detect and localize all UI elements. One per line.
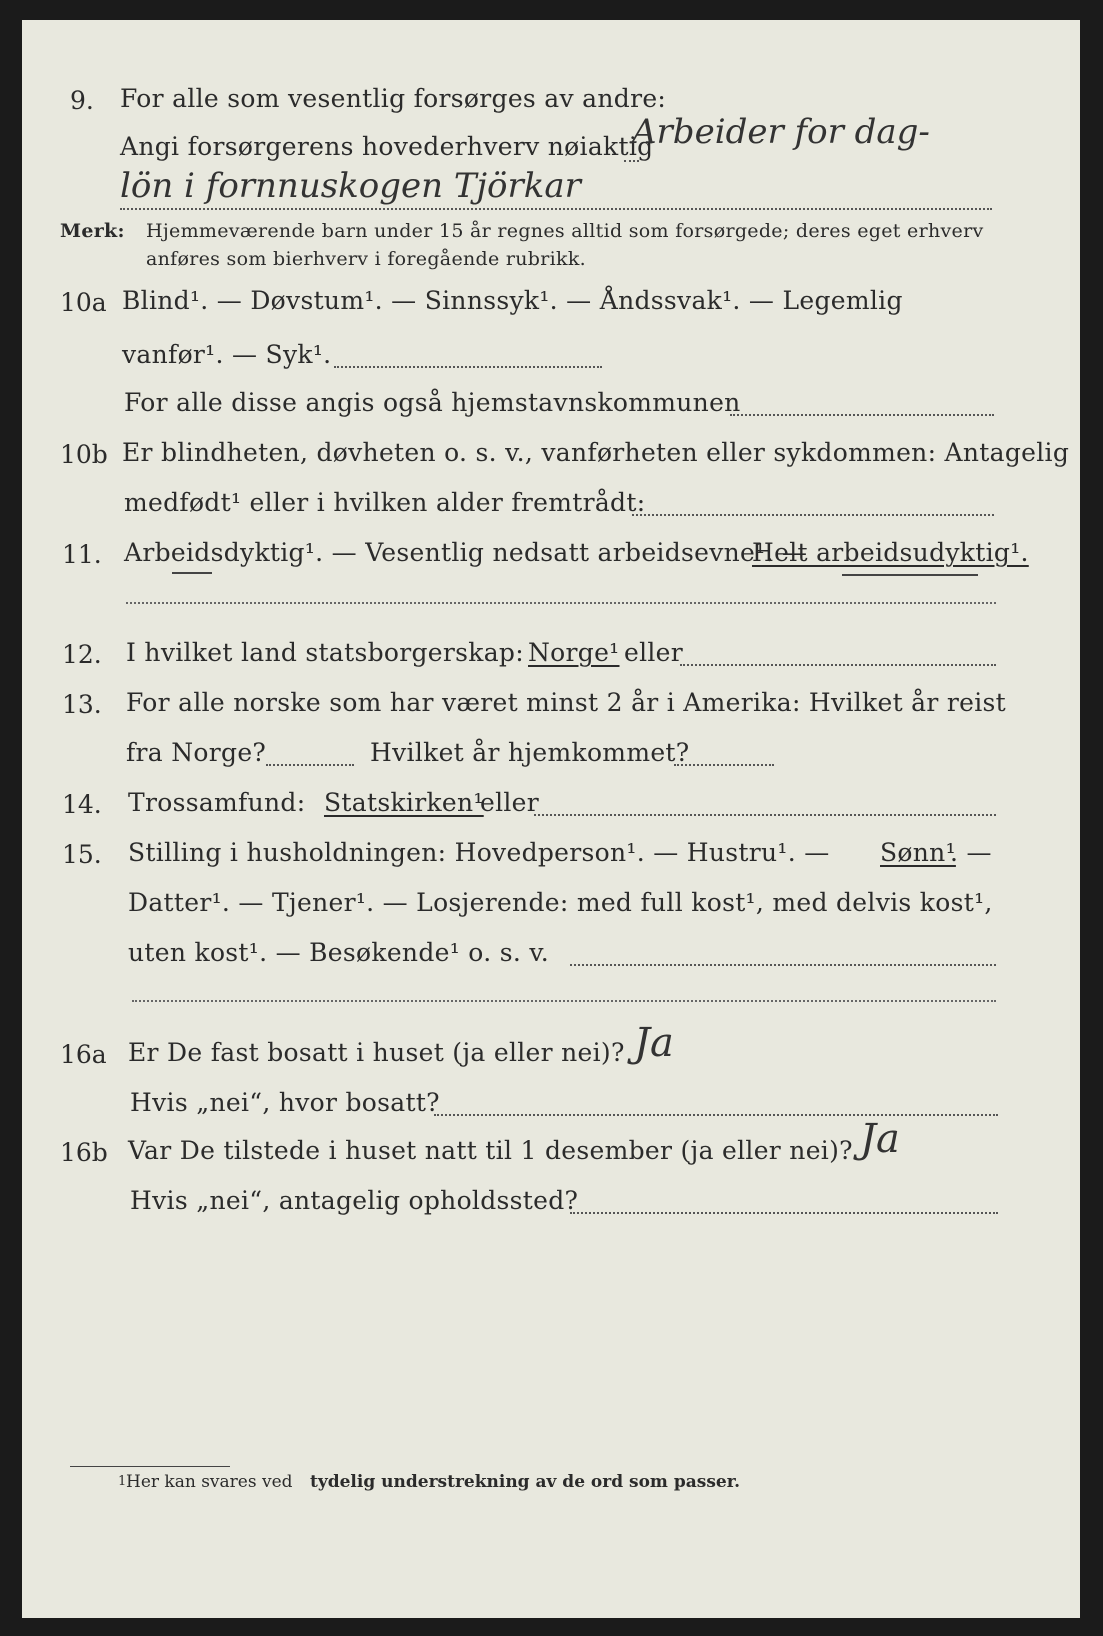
q14-dotted-line [534,814,996,816]
q9-dotted-line-1 [624,160,639,162]
q14-number: 14. [62,790,102,819]
footnote-text1: Her kan svares ved [126,1472,293,1492]
q16b-line2: Hvis „nei“, antagelig opholdssted? [130,1186,579,1215]
q11-part1: Arbeidsdyktig¹. — Vesentlig nedsatt arbeidsevne¹. — [124,538,808,567]
q9-dotted-line-2 [120,208,992,210]
q16a-dotted-line [434,1114,998,1116]
q9-line2: Angi forsørgerens hovederhverv nøiaktig [120,132,654,161]
q13-line2a: fra Norge? [126,738,267,767]
q10b-number: 10b [60,440,108,469]
q10a-syk-dotted-line [334,366,602,368]
q15-line1: Stilling i husholdningen: Hovedperson¹. — Hustru¹. — [128,838,830,867]
q9-handwritten-answer-2: lön i fornnuskogen Tjörkar [120,166,581,206]
census-form-page [22,20,1080,1618]
q10a-number: 10a [60,288,107,317]
q15-number: 15. [62,840,102,869]
q15-sonn-underlined: Sønn¹ [880,838,956,867]
q16b-handwritten-answer: Ja [860,1116,900,1162]
q9-handwritten-answer-1: Arbeider for dag- [632,112,930,152]
q12-dotted-line [680,664,996,666]
q16a-line1: Er De fast bosatt i huset (ja eller nei)? [128,1038,625,1067]
q15-line1-end: . — [950,838,992,867]
q10a-line1: Blind¹. — Døvstum¹. — Sinnssyk¹. — Åndssvak¹. — Legemlig [122,286,903,315]
q12-norge-underlined: Norge¹ [528,638,620,667]
footnote-mark: 1 [118,1474,127,1489]
q11-pencil-mark [172,572,212,574]
q10b-dotted-line [632,514,994,516]
q15-dotted-line [570,964,996,966]
footnote-rule [70,1466,230,1467]
q16b-line1: Var De tilstede i huset natt til 1 desember (ja eller nei)? [128,1136,853,1165]
q10a-line2: vanfør¹. — Syk¹. [122,340,332,369]
q10a-line3: For alle disse angis også hjemstavnskommunen [124,388,741,417]
q16a-handwritten-answer: Ja [634,1020,674,1066]
q12-part1: I hvilket land statsborgerskap: [126,638,524,667]
merk-line2: anføres som bierhverv i foregående rubrikk. [146,248,586,270]
merk-label: Merk: [60,220,125,242]
q16b-number: 16b [60,1138,108,1167]
q13-line2b: Hvilket år hjemkommet? [370,738,690,767]
q10b-line1: Er blindheten, døvheten o. s. v., vanførheten eller sykdommen: Antagelig [122,438,1070,467]
q11-part2-underlined: Helt arbeidsudyktig¹. [752,538,1029,567]
q15-line3: uten kost¹. — Besøkende¹ o. s. v. [128,938,550,967]
q16b-dotted-line [570,1212,998,1214]
q13-line1: For alle norske som har været minst 2 år i Amerika: Hvilket år reist [126,688,1007,717]
q10b-line2: medfødt¹ eller i hvilken alder fremtrådt: [124,488,646,517]
q10a-kommune-dotted-line [730,414,994,416]
q11-separator [126,602,996,604]
q9-number: 9. [70,86,94,115]
q12-part2: eller [624,638,684,667]
q16a-line2: Hvis „nei“, hvor bosatt? [130,1088,440,1117]
q11-number: 11. [62,540,102,569]
q14-part2: eller [480,788,540,817]
merk-line1: Hjemmeværende barn under 15 år regnes alltid som forsørgede; deres eget erhverv [146,220,984,242]
q11-pencil-underline [842,574,978,576]
q15-separator [132,1000,996,1002]
q16a-number: 16a [60,1040,107,1069]
q14-statskirken-underlined: Statskirken¹ [324,788,484,817]
q9-line1: For alle som vesentlig forsørges av andre: [120,84,667,113]
q15-line2: Datter¹. — Tjener¹. — Losjerende: med full kost¹, med delvis kost¹, [128,888,993,917]
q12-number: 12. [62,640,102,669]
q13-number: 13. [62,690,102,719]
footnote-text2: tydelig understrekning av de ord som passer. [310,1472,741,1492]
q13-hjemkommet-dotted-line [674,764,774,766]
q14-part1: Trossamfund: [128,788,306,817]
q13-reist-dotted-line [266,764,354,766]
